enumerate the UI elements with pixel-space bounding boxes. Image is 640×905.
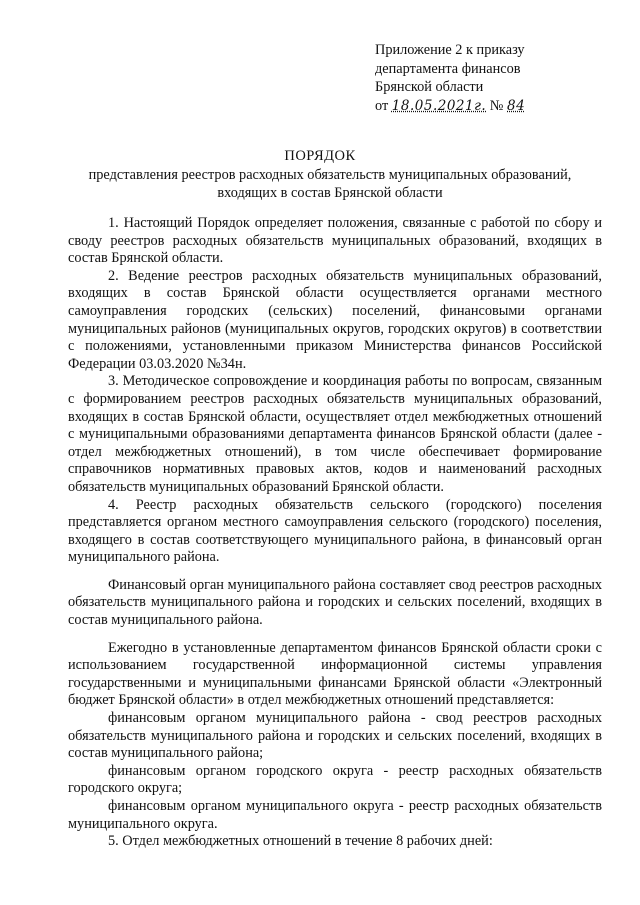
- paragraph-8: финансовым органом городского округа - реестр расходных обязательств городского округа;: [68, 762, 602, 797]
- document-title: ПОРЯДОК: [284, 148, 356, 164]
- paragraph-5: Финансовый орган муниципального района составляет свод реестров расходных обязательств муниципального района и городских и сельских поселений, входящих в состав муниципального района.: [68, 576, 602, 629]
- paragraph-6: Ежегодно в установленные департаментом финансов Брянской области сроки с использованием государственной информационной системы управления государственными и муниципальными финансами Брянской области «Электронный бюджет Брянской области» в отдел межбюджетных отношений представляется:: [68, 639, 602, 709]
- from-label: от: [375, 97, 389, 114]
- paragraph-1: 1. Настоящий Порядок определяет положения, связанные с работой по сбору и своду реестров расходных обязательств муниципальных образований, входящих в состав Брянской области.: [68, 215, 602, 267]
- document-subtitle: представления реестров расходных обязательств муниципальных образований, входящих в состав Брянской области: [88, 167, 572, 201]
- appendix-line-1: Приложение 2 к приказу: [375, 42, 525, 58]
- paragraph-9: финансовым органом муниципального округа - реестр расходных обязательств муниципального округа.: [68, 798, 602, 832]
- appendix-date-line: [375, 97, 625, 116]
- appendix-line-2: департамента финансов: [375, 60, 521, 77]
- paragraph-7: финансовым органом муниципального района - свод реестров расходных обязательств муниципального района и городских и сельских поселений, входящих в состав муниципального района;: [68, 710, 602, 762]
- appendix-line-3: Брянской области: [375, 79, 484, 95]
- document-body: [68, 215, 602, 851]
- order-number: 84: [507, 97, 526, 114]
- order-date: 18.05.2021г.: [391, 97, 487, 114]
- paragraph-4: 4. Реестр расходных обязательств сельского (городского) поселения представляется органом местного самоуправления сельского (городского) поселения, входящего в состав соответствующего муниципального района, в финансовый орган муниципального района.: [68, 496, 602, 566]
- paragraph-3: 3. Методическое сопровождение и координация работы по вопросам, связанным с формированием реестров расходных обязательств муниципальных образований, входящих в состав Брянской области, осуществляет отдел межбюджетных отношений с муниципальными образованиями департамента финансов Брянской области (далее - отдел межбюджетных отношений), в том числе обеспечивает формирование справочников нормативных правовых актов, кодов и наименований расходных обязательств муниципальных образований Брянской области.: [68, 373, 602, 495]
- appendix-block: [375, 41, 625, 115]
- paragraph-10: 5. Отдел межбюджетных отношений в течение 8 рабочих дней:: [108, 833, 493, 850]
- number-label: №: [489, 97, 504, 114]
- paragraph-2: 2. Ведение реестров расходных обязательств муниципальных образований, входящих в состав Брянской области осуществляется органами местного самоуправления городских (сельских) поселений, финансовыми органами муниципальных районов (муниципальных округов, городских округов) в соответствии с положениями, установленными приказом Министерства финансов Российской Федерации 03.03.2020 №34н.: [68, 267, 602, 372]
